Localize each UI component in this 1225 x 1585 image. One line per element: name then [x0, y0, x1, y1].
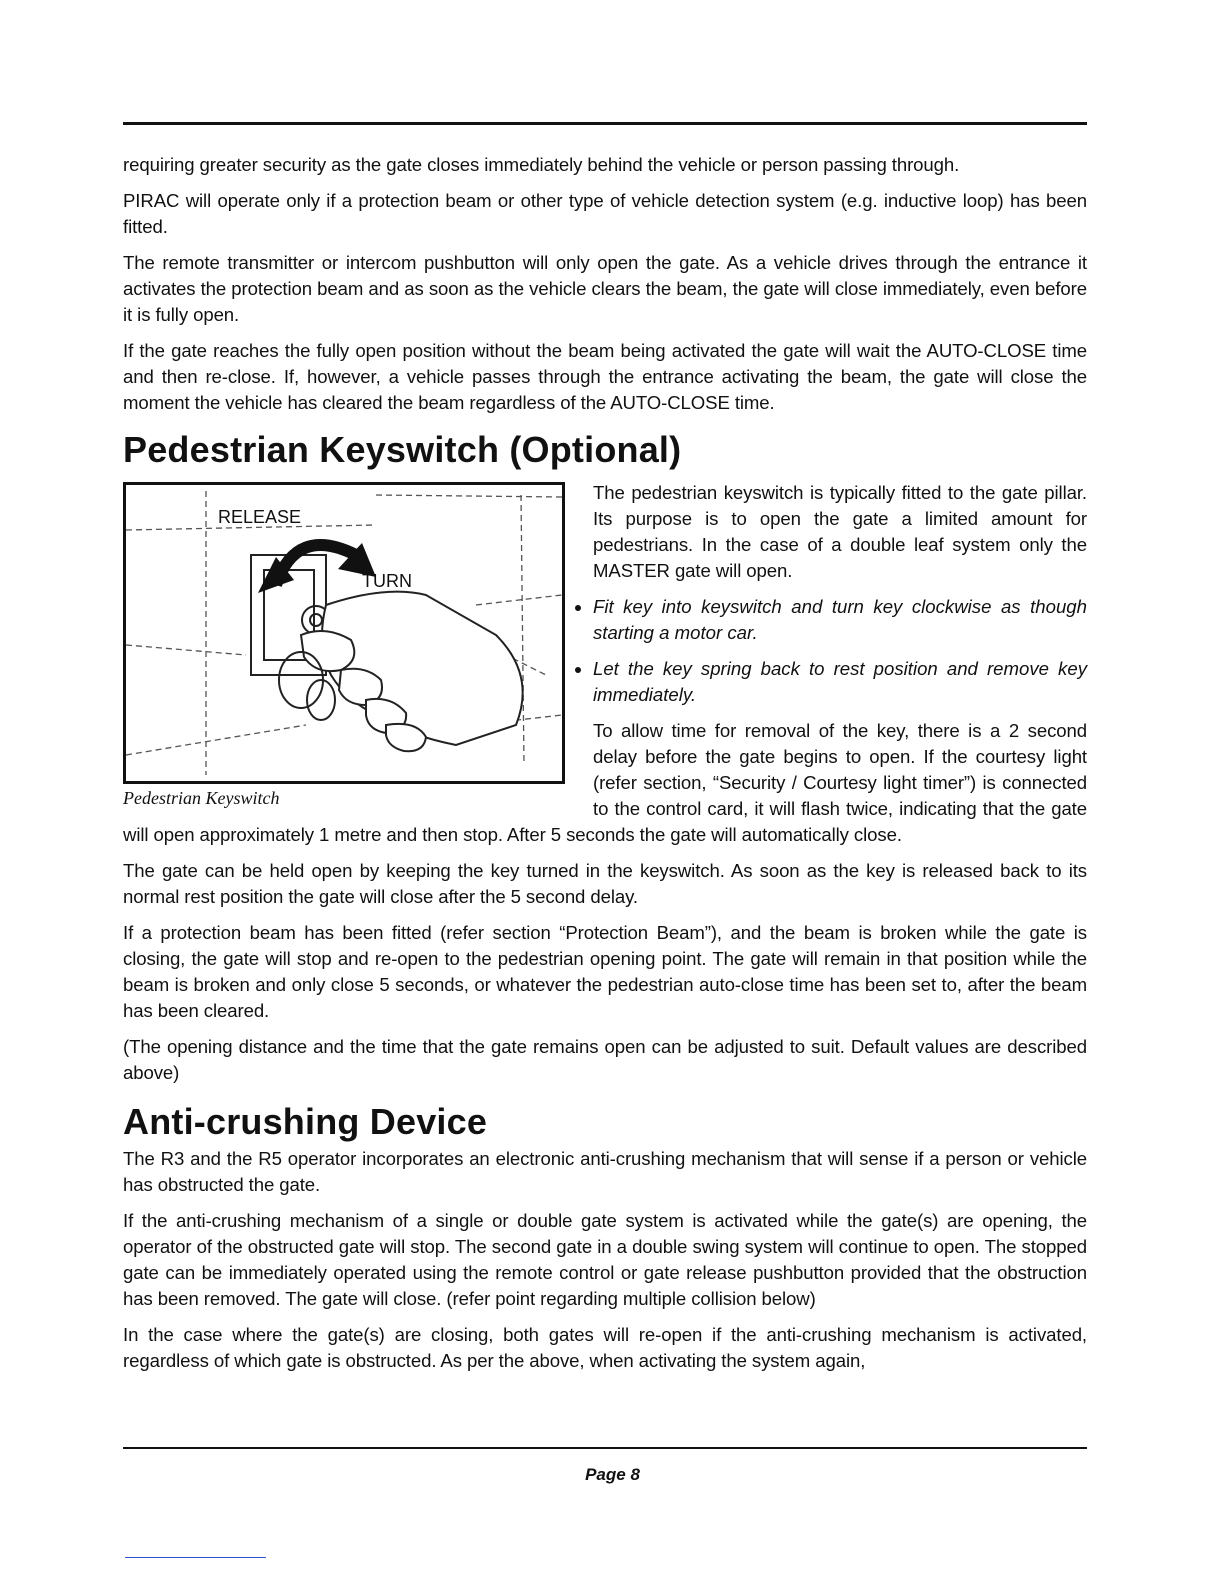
paragraph-autoclose: If the gate reaches the fully open position without the beam being activated the gate will wait the AUTO-CLOSE time and then re-close. If, however, a vehicle passes through the entrance activating the beam, the gate will close the moment the vehicle has cleared the beam regardless of the AUTO-CLOSE time.	[123, 340, 1087, 413]
footer-rule	[123, 1447, 1087, 1449]
paragraph-anti-crushing-intro: The R3 and the R5 operator incorporates an electronic anti-crushing mechanism that will sense if a person or vehicle has obstructed the gate.	[123, 1148, 1087, 1195]
keyswitch-illustration	[123, 482, 565, 784]
page-content	[123, 152, 1087, 1384]
paragraph-protection-beam: If a protection beam has been fitted (refer section “Protection Beam”), and the beam is broken while the gate is closing, the gate will stop and re-open to the pedestrian opening point. The gate will remain in that position while the beam is broken and only close 5 seconds, or whatever the pedestrian auto-close time has been set to, after the beam has been cleared.	[123, 922, 1087, 1021]
paragraph-remote: The remote transmitter or intercom pushbutton will only open the gate. As a vehicle drives through the entrance it activates the protection beam and as soon as the vehicle clears the beam, the gate will close immediately, even before it is fully open.	[123, 252, 1087, 325]
footnote-link-line	[125, 1557, 266, 1558]
paragraph-anti-crushing-opening: If the anti-crushing mechanism of a single or double gate system is activated while the gate(s) are opening, the operator of the obstructed gate will stop. The second gate in a double swing system will continue to open. The stopped gate can be immediately operated using the remote control or gate release pushbutton provided that the obstruction has been removed. The gate will close. (refer point regarding multiple collision below)	[123, 1210, 1087, 1309]
heading-anti-crushing: Anti-crushing Device	[123, 1101, 488, 1142]
paragraph-continuation: requiring greater security as the gate closes immediately behind the vehicle or person passing through.	[123, 154, 960, 175]
step-fit-key: • Fit key into keyswitch and turn key clockwise as though starting a motor car.	[149, 594, 1087, 646]
keyswitch-drawing	[126, 485, 562, 781]
header-rule	[123, 122, 1087, 125]
paragraph-delay: To allow time for removal of the key, there is a 2 second delay before the gate begins to open. If the courtesy light (refer section, “Security / Courtesy light timer”) is connected to the control card, it will flash twice, indicating that the gate will open approximately 1 metre and then stop. After 5 seconds the gate will automatically close.	[123, 720, 1087, 845]
label-turn: TURN	[362, 571, 412, 591]
figure-pedestrian-keyswitch	[123, 482, 569, 809]
paragraph-hold-open: The gate can be held open by keeping the key turned in the keyswitch. As soon as the key is released back to its normal rest position the gate will close after the 5 second delay.	[123, 860, 1087, 907]
paragraph-opening-distance: (The opening distance and the time that the gate remains open can be adjusted to suit. Default values are described above)	[123, 1036, 1087, 1083]
heading-pedestrian-keyswitch: Pedestrian Keyswitch (Optional)	[123, 429, 682, 470]
step-release-key: • Let the key spring back to rest position and remove key immediately.	[149, 656, 1087, 708]
label-release: RELEASE	[218, 507, 302, 527]
page-number: Page 8	[585, 1465, 640, 1484]
paragraph-pirac: PIRAC will operate only if a protection beam or other type of vehicle detection system (e.g. inductive loop) has been fitted.	[123, 190, 1087, 237]
figure-caption: Pedestrian Keyswitch	[123, 788, 280, 808]
paragraph-keyswitch-intro: The pedestrian keyswitch is typically fitted to the gate pillar. Its purpose is to open the gate a limited amount for pedestrians. In the case of a double leaf system only the MASTER gate will open.	[593, 482, 1087, 581]
paragraph-anti-crushing-closing: In the case where the gate(s) are closing, both gates will re-open if the anti-crushing mechanism is activated, regardless of which gate is obstructed. As per the above, when activating the system again,	[123, 1324, 1087, 1371]
